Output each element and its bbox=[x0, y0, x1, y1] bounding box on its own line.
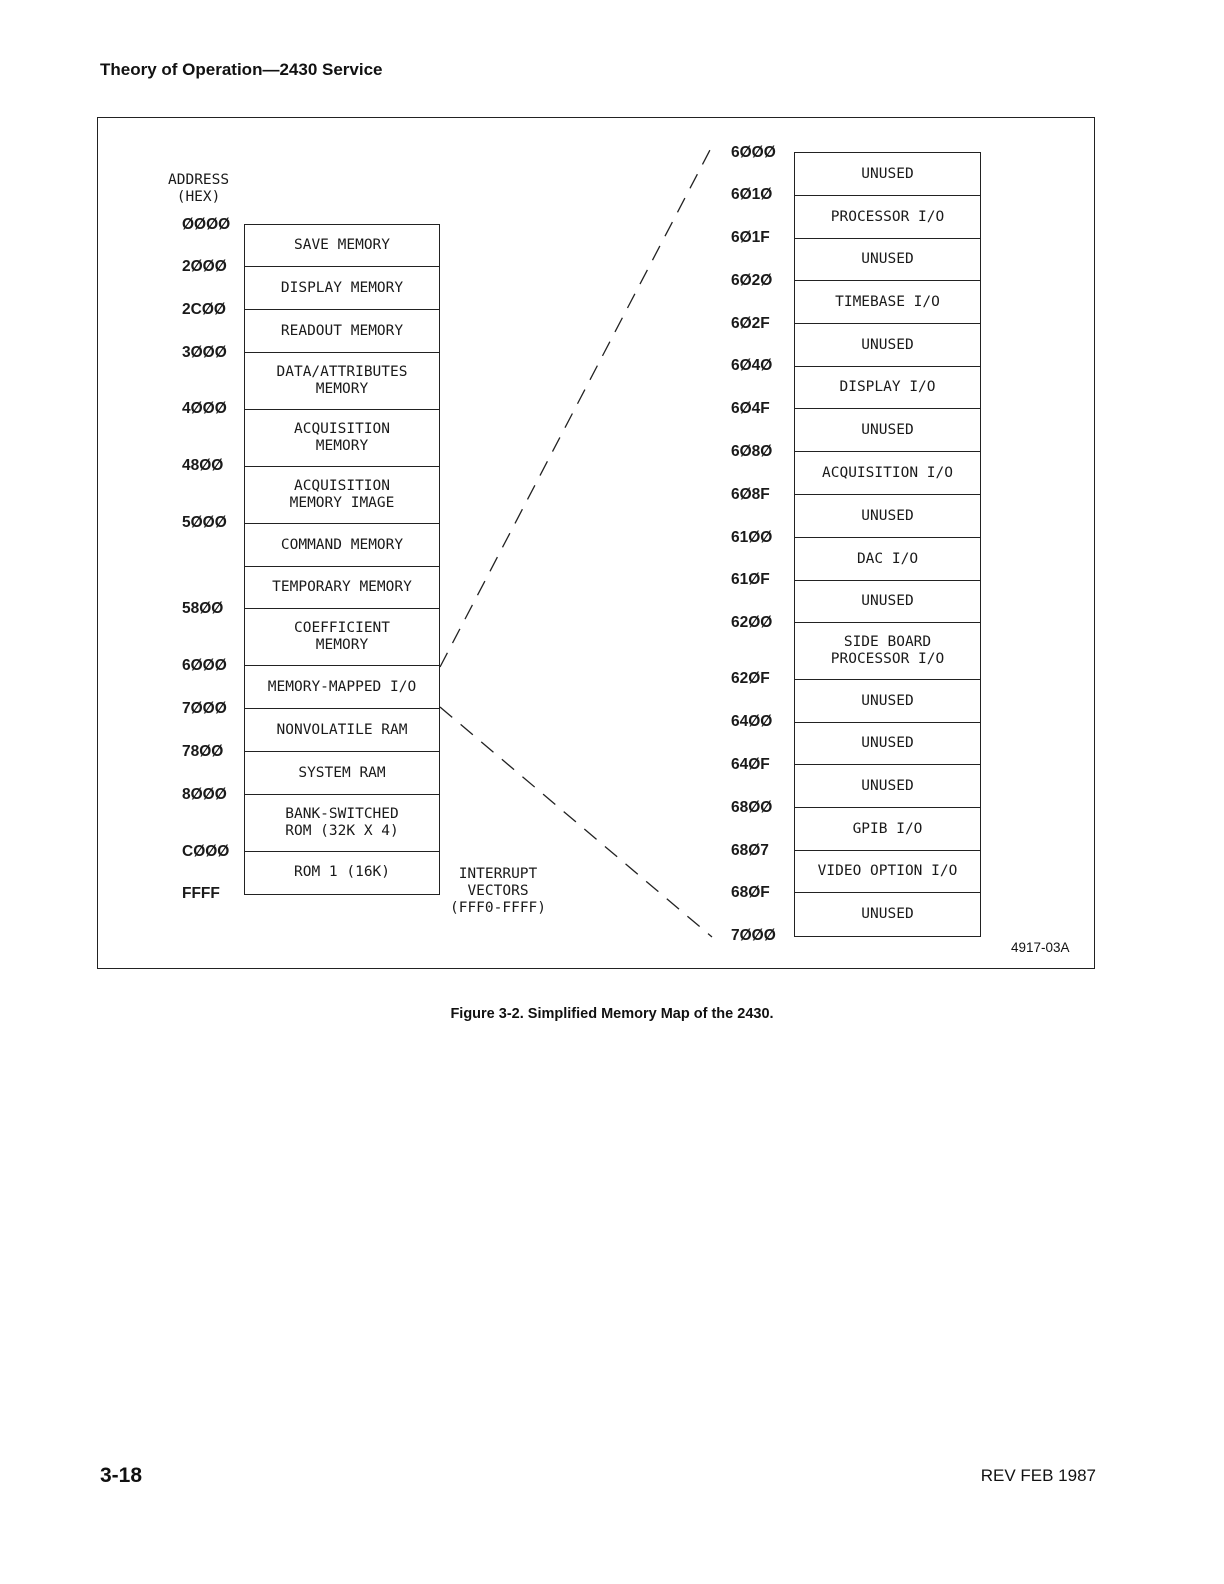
main-memory-block: DISPLAY MEMORY bbox=[244, 266, 440, 311]
main-address-label: 2CØØ bbox=[182, 301, 226, 318]
io-memory-block: GPIB I/O bbox=[794, 807, 981, 852]
io-memory-block: UNUSED bbox=[794, 408, 981, 453]
io-address-label: 62ØØ bbox=[731, 614, 773, 631]
main-memory-block: TEMPORARY MEMORY bbox=[244, 566, 440, 610]
main-memory-block: DATA/ATTRIBUTES MEMORY bbox=[244, 352, 440, 411]
io-address-label: 61ØØ bbox=[731, 529, 773, 546]
page-header: Theory of Operation—2430 Service bbox=[100, 60, 383, 79]
main-memory-block: ACQUISITION MEMORY IMAGE bbox=[244, 466, 440, 525]
io-memory-block: ACQUISITION I/O bbox=[794, 451, 981, 496]
io-address-label: 68ØØ bbox=[731, 799, 773, 816]
main-memory-block: BANK-SWITCHED ROM (32K X 4) bbox=[244, 794, 440, 853]
figure-id: 4917-03A bbox=[1011, 940, 1070, 955]
io-address-label: 6Ø4Ø bbox=[731, 357, 773, 374]
io-memory-block: VIDEO OPTION I/O bbox=[794, 850, 981, 894]
io-address-label: 64ØØ bbox=[731, 713, 773, 730]
io-memory-block: DAC I/O bbox=[794, 537, 981, 582]
main-address-label: 2ØØØ bbox=[182, 258, 227, 275]
io-address-label: 7ØØØ bbox=[731, 927, 776, 944]
io-address-label: 68Ø7 bbox=[731, 842, 769, 859]
main-address-label: 58ØØ bbox=[182, 600, 224, 617]
io-address-label: 61ØF bbox=[731, 571, 770, 588]
main-memory-block: MEMORY-MAPPED I/O bbox=[244, 665, 440, 710]
page-number: 3-18 bbox=[100, 1464, 143, 1487]
main-address-label: ØØØØ bbox=[182, 216, 231, 233]
io-memory-block: PROCESSOR I/O bbox=[794, 195, 981, 240]
main-address-label: 78ØØ bbox=[182, 743, 224, 760]
io-address-label: 6Ø2Ø bbox=[731, 272, 773, 289]
figure-caption: Figure 3-2. Simplified Memory Map of the 2430. bbox=[450, 1006, 774, 1022]
main-memory-block: READOUT MEMORY bbox=[244, 309, 440, 354]
io-address-label: 62ØF bbox=[731, 670, 770, 687]
main-address-label: 8ØØØ bbox=[182, 786, 227, 803]
io-memory-block: UNUSED bbox=[794, 892, 981, 937]
address-hex-heading: ADDRESS (HEX) bbox=[168, 172, 230, 205]
main-address-label: 48ØØ bbox=[182, 457, 224, 474]
main-address-label: 6ØØØ bbox=[182, 657, 227, 674]
interrupt-vectors-label: INTERRUPT VECTORS (FFF0-FFFF) bbox=[449, 866, 547, 916]
main-address-label: 3ØØØ bbox=[182, 344, 227, 361]
io-memory-block: UNUSED bbox=[794, 722, 981, 766]
main-memory-block: COEFFICIENT MEMORY bbox=[244, 608, 440, 667]
io-memory-block: UNUSED bbox=[794, 494, 981, 539]
main-address-label: 7ØØØ bbox=[182, 700, 227, 717]
main-address-label: 5ØØØ bbox=[182, 514, 227, 531]
main-address-label: 4ØØØ bbox=[182, 400, 227, 417]
io-memory-block: DISPLAY I/O bbox=[794, 366, 981, 410]
main-memory-block: COMMAND MEMORY bbox=[244, 523, 440, 568]
main-address-label: CØØØ bbox=[182, 843, 230, 860]
revision-date: REV FEB 1987 bbox=[980, 1466, 1096, 1485]
io-memory-block: UNUSED bbox=[794, 764, 981, 809]
io-address-label: 6Ø8F bbox=[731, 486, 770, 503]
upper-expansion-line bbox=[440, 150, 710, 667]
io-memory-block: UNUSED bbox=[794, 679, 981, 724]
io-memory-block: SIDE BOARD PROCESSOR I/O bbox=[794, 622, 981, 681]
io-address-label: 6Ø8Ø bbox=[731, 443, 773, 460]
io-address-label: 64ØF bbox=[731, 756, 770, 773]
io-address-label: 6ØØØ bbox=[731, 144, 776, 161]
io-memory-block: UNUSED bbox=[794, 323, 981, 368]
main-memory-block: ACQUISITION MEMORY bbox=[244, 409, 440, 468]
main-address-label: FFFF bbox=[182, 885, 220, 902]
io-address-label: 68ØF bbox=[731, 884, 770, 901]
io-memory-block: UNUSED bbox=[794, 238, 981, 282]
main-memory-block: SAVE MEMORY bbox=[244, 224, 440, 268]
main-memory-block: SYSTEM RAM bbox=[244, 751, 440, 796]
io-address-label: 6Ø2F bbox=[731, 315, 770, 332]
io-address-label: 6Ø1F bbox=[731, 229, 770, 246]
io-address-label: 6Ø1Ø bbox=[731, 186, 773, 203]
io-memory-block: TIMEBASE I/O bbox=[794, 280, 981, 325]
io-memory-block: UNUSED bbox=[794, 152, 981, 197]
io-memory-block: UNUSED bbox=[794, 580, 981, 624]
io-address-label: 6Ø4F bbox=[731, 400, 770, 417]
main-memory-block: NONVOLATILE RAM bbox=[244, 708, 440, 753]
main-memory-block: ROM 1 (16K) bbox=[244, 851, 440, 895]
